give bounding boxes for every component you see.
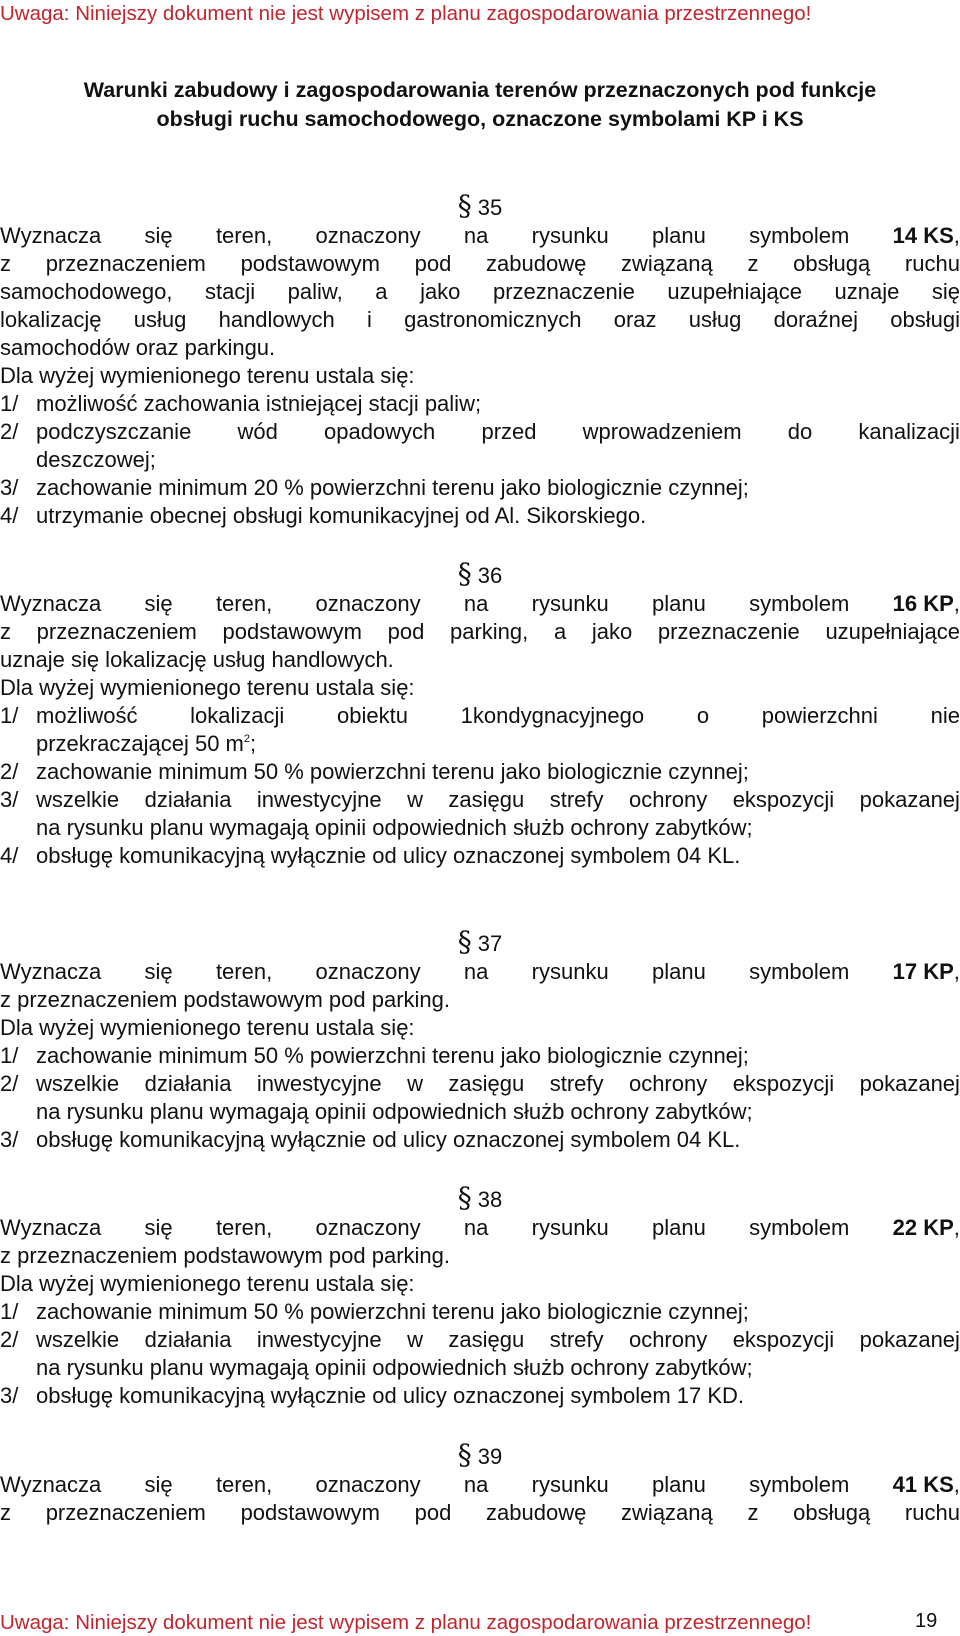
list-item (0, 758, 960, 786)
word: jako (591, 619, 633, 644)
word: symbolem (749, 959, 850, 984)
intro-line-1 (0, 1214, 960, 1242)
intro-line-1 (0, 1471, 960, 1499)
section-39 (0, 1438, 960, 1527)
word: Wyznacza (0, 959, 102, 984)
item-text (36, 1326, 960, 1354)
word: w (407, 1071, 423, 1096)
word: podstawowym (240, 1500, 380, 1525)
intro-line-4 (0, 306, 960, 334)
item-text: zachowanie minimum 50 % powierzchni terenu jako biologicznie czynnej; (36, 759, 749, 784)
word: uzupełniające (825, 619, 960, 644)
section-35 (0, 189, 960, 530)
item-text: możliwość zachowania istniejącej stacji paliw; (36, 391, 482, 416)
item-text: obsługę komunikacyjną wyłącznie od ulicy oznaczonej symbolem 04 KL. (36, 1127, 741, 1152)
word: teren, (215, 959, 273, 984)
word: kanalizacji (858, 419, 960, 444)
word: przeznaczenie (492, 279, 635, 304)
word: do (787, 419, 813, 444)
word: inwestycyjne (256, 787, 382, 812)
area-symbol-code: 14 KS (892, 223, 954, 248)
word: paliw, (287, 279, 343, 304)
word: teren, (215, 1472, 273, 1497)
item-number: 1/ (0, 391, 19, 416)
item-number: 3/ (0, 1127, 19, 1152)
word: podczyszczanie (36, 419, 192, 444)
list-item (0, 502, 960, 530)
word: na (463, 959, 489, 984)
list-item (0, 474, 960, 502)
area-symbol-code: 17 KP (892, 959, 954, 984)
word: usług (688, 307, 742, 332)
word: wszelkie (36, 787, 120, 812)
word: działania (144, 787, 232, 812)
word: Wyznacza (0, 1472, 102, 1497)
word: na (463, 591, 489, 616)
word: obsługą (793, 1500, 871, 1525)
item-number: 1/ (0, 703, 19, 728)
word: na (463, 223, 489, 248)
word: podstawowym (222, 619, 362, 644)
word: z (747, 251, 759, 276)
word: związaną (621, 251, 713, 276)
item-text: utrzymanie obecnej obsługi komunikacyjnej od Al. Sikorskiego. (36, 503, 647, 528)
item-continuation (0, 730, 960, 758)
item-text (36, 786, 960, 814)
word: z (0, 1500, 11, 1525)
word: Wyznacza (0, 223, 102, 248)
word: ekspozycji (732, 1071, 835, 1096)
word: obsługi (890, 307, 960, 332)
word: symbolem (749, 1215, 850, 1240)
word: na (463, 1472, 489, 1497)
item-text: obsługę komunikacyjną wyłącznie od ulicy oznaczonej symbolem 04 KL. (36, 843, 741, 868)
word: wszelkie (36, 1327, 120, 1352)
word: przeznaczeniem (45, 251, 206, 276)
item-text (36, 418, 960, 446)
area-symbol-code: 22 KP (892, 1215, 954, 1240)
list-item (0, 1042, 960, 1070)
paragraph-sign-icon: § (457, 1181, 472, 1214)
word: się (144, 1215, 173, 1240)
list-item (0, 1070, 960, 1098)
word: lokalizację (0, 307, 102, 332)
word: opadowych (323, 419, 436, 444)
document-title (0, 76, 960, 134)
word: ekspozycji (732, 787, 835, 812)
word: z (0, 619, 11, 644)
intro-line-1 (0, 590, 960, 618)
section-number: 37 (477, 931, 503, 956)
word: zabudowę (486, 251, 587, 276)
section-heading (0, 189, 960, 222)
word: a (553, 619, 567, 644)
item-continuation: deszczowej; (36, 447, 156, 472)
word: działania (144, 1327, 232, 1352)
intro-line-1 (0, 222, 960, 250)
area-symbol: 22 KP, (892, 1215, 960, 1240)
word: przeznaczeniem (36, 619, 197, 644)
word: i (367, 307, 372, 332)
item-number: 3/ (0, 1383, 19, 1408)
intro-line-2 (0, 618, 960, 646)
word: się (144, 1472, 173, 1497)
word: teren, (215, 591, 273, 616)
word: Wyznacza (0, 1215, 102, 1240)
word: symbolem (749, 591, 850, 616)
area-symbol-code: 16 KP (892, 591, 954, 616)
word: oznaczony (315, 959, 421, 984)
word: zasięgu (448, 1327, 525, 1352)
word: oraz (613, 307, 657, 332)
item-number: 2/ (0, 759, 19, 784)
section-number: 39 (477, 1444, 503, 1469)
page-number: 19 (915, 1610, 938, 1632)
word: 1kondygnacyjnego (460, 703, 645, 728)
word: doraźnej (773, 307, 859, 332)
word: przed (481, 419, 537, 444)
word: ruchu (904, 251, 960, 276)
word: oznaczony (315, 1472, 421, 1497)
word: z (0, 251, 11, 276)
area-symbol: 14 KS, (892, 223, 960, 248)
intro-line-2 (0, 250, 960, 278)
word: wprowadzeniem (582, 419, 742, 444)
item-number: 2/ (0, 1071, 19, 1096)
word: przeznaczenie (657, 619, 800, 644)
word: symbolem (749, 1472, 850, 1497)
word: planu (651, 223, 706, 248)
section-number: 36 (477, 563, 503, 588)
lead-text: Dla wyżej wymienionego terenu ustala się: (0, 1015, 415, 1040)
area-symbol: 16 KP, (892, 591, 960, 616)
word: teren, (215, 223, 273, 248)
word: rysunku (531, 1472, 609, 1497)
word: planu (651, 1215, 706, 1240)
word: się (144, 959, 173, 984)
word: Wyznacza (0, 591, 102, 616)
section-heading (0, 557, 960, 590)
list-item (0, 390, 960, 418)
title-line-1: Warunki zabudowy i zagospodarowania terenów przeznaczonych pod funkcje (83, 78, 877, 102)
list-item (0, 702, 960, 730)
word: pod (414, 251, 452, 276)
area-symbol: 41 KS, (892, 1472, 960, 1497)
section-number: 35 (477, 195, 503, 220)
item-number: 4/ (0, 843, 19, 868)
word: nie (930, 703, 960, 728)
word: oznaczony (315, 223, 421, 248)
list-item (0, 842, 960, 870)
list-item (0, 1126, 960, 1154)
word: inwestycyjne (256, 1071, 382, 1096)
word: ekspozycji (732, 1327, 835, 1352)
word: lokalizacji (190, 703, 285, 728)
section-heading (0, 1181, 960, 1214)
word: się (144, 591, 173, 616)
word: związaną (621, 1500, 713, 1525)
word: na (463, 1215, 489, 1240)
section-heading (0, 925, 960, 958)
item-number: 3/ (0, 787, 19, 812)
list-item (0, 1382, 960, 1410)
item-text (36, 702, 960, 730)
word: a (375, 279, 388, 304)
intro-line-1 (0, 958, 960, 986)
word: pod (387, 619, 425, 644)
superscript: 2 (243, 733, 250, 745)
word: handlowych (218, 307, 335, 332)
word: podstawowym (240, 251, 380, 276)
item-text: zachowanie minimum 50 % powierzchni terenu jako biologicznie czynnej; (36, 1299, 749, 1324)
word: powierzchni (761, 703, 878, 728)
word: stacji (205, 279, 256, 304)
word: ochrony (628, 787, 708, 812)
word: możliwość (36, 703, 138, 728)
word: planu (651, 1472, 706, 1497)
word: inwestycyjne (256, 1327, 382, 1352)
item-continuation-text: przekraczającej 50 m (36, 731, 244, 756)
word: obsługą (793, 251, 871, 276)
item-number: 4/ (0, 503, 19, 528)
word: pod (414, 1500, 452, 1525)
word: samochodowego, (0, 279, 173, 304)
word: uznaje (834, 279, 900, 304)
section-heading (0, 1438, 960, 1471)
word: pokazanej (859, 1071, 960, 1096)
item-number: 2/ (0, 419, 19, 444)
intro-line-3 (0, 278, 960, 306)
word: w (407, 787, 423, 812)
item-text (36, 1070, 960, 1098)
paragraph-sign-icon: § (457, 189, 472, 222)
item-number: 3/ (0, 475, 19, 500)
area-symbol: 17 KP, (892, 959, 960, 984)
word: planu (651, 591, 706, 616)
word: wód (237, 419, 278, 444)
lead-text: Dla wyżej wymienionego terenu ustala się: (0, 675, 415, 700)
item-text: zachowanie minimum 50 % powierzchni terenu jako biologicznie czynnej; (36, 1043, 749, 1068)
word: jako (420, 279, 461, 304)
word: o (696, 703, 710, 728)
title-line-2: obsługi ruchu samochodowego, oznaczone symbolami KP i KS (156, 107, 804, 131)
section-38 (0, 1181, 960, 1410)
item-number: 1/ (0, 1299, 19, 1324)
word: strefy (549, 1327, 604, 1352)
intro-line-2: z przeznaczeniem podstawowym pod parking. (0, 987, 451, 1012)
word: w (407, 1327, 423, 1352)
word: oznaczony (315, 1215, 421, 1240)
word: z (747, 1500, 759, 1525)
word: rysunku (531, 959, 609, 984)
word: pokazanej (859, 1327, 960, 1352)
word: obiektu (337, 703, 408, 728)
word: usług (133, 307, 187, 332)
word: symbolem (749, 223, 850, 248)
paragraph-sign-icon: § (457, 1438, 472, 1471)
lead-text: Dla wyżej wymienionego terenu ustala się: (0, 1271, 415, 1296)
item-text: obsługę komunikacyjną wyłącznie od ulicy oznaczonej symbolem 17 KD. (36, 1383, 745, 1408)
word: wszelkie (36, 1071, 120, 1096)
word: rysunku (531, 591, 609, 616)
list-item (0, 786, 960, 814)
list-item (0, 418, 960, 446)
word: pokazanej (859, 787, 960, 812)
list-item (0, 1326, 960, 1354)
word: się (931, 279, 960, 304)
intro-line-5: samochodów oraz parkingu. (0, 335, 276, 360)
warning-banner-top: Uwaga: Niniejszy dokument nie jest wypisem z planu zagospodarowania przestrzennego! (0, 2, 812, 25)
intro-line-3: uznaje się lokalizację usług handlowych. (0, 647, 394, 672)
word: działania (144, 1071, 232, 1096)
word: zasięgu (448, 1071, 525, 1096)
lead-text: Dla wyżej wymienionego terenu ustala się: (0, 363, 415, 388)
word: parking, (449, 619, 529, 644)
word: teren, (215, 1215, 273, 1240)
word: ochrony (628, 1071, 708, 1096)
word: ruchu (904, 1500, 960, 1525)
item-continuation: na rysunku planu wymagają opinii odpowiednich służb ochrony zabytków; (36, 1355, 753, 1380)
word: się (144, 223, 173, 248)
word: gastronomicznych (404, 307, 582, 332)
word: planu (651, 959, 706, 984)
item-continuation: na rysunku planu wymagają opinii odpowiednich służb ochrony zabytków; (36, 815, 753, 840)
item-number: 2/ (0, 1327, 19, 1352)
word: przeznaczeniem (45, 1500, 206, 1525)
word: zasięgu (448, 787, 525, 812)
section-37 (0, 925, 960, 1154)
item-text: zachowanie minimum 20 % powierzchni terenu jako biologicznie czynnej; (36, 475, 749, 500)
word: strefy (549, 787, 604, 812)
word: zabudowę (486, 1500, 587, 1525)
word: uzupełniające (667, 279, 802, 304)
item-number: 1/ (0, 1043, 19, 1068)
intro-line-2 (0, 1499, 960, 1527)
paragraph-sign-icon: § (457, 925, 472, 958)
word: rysunku (531, 1215, 609, 1240)
word: rysunku (531, 223, 609, 248)
list-item (0, 1298, 960, 1326)
section-number: 38 (477, 1187, 503, 1212)
warning-banner-bottom: Uwaga: Niniejszy dokument nie jest wypisem z planu zagospodarowania przestrzennego! (0, 1611, 812, 1634)
item-continuation: na rysunku planu wymagają opinii odpowiednich służb ochrony zabytków; (36, 1099, 753, 1124)
area-symbol-code: 41 KS (892, 1472, 954, 1497)
item-continuation-end: ; (250, 731, 257, 756)
word: ochrony (628, 1327, 708, 1352)
word: oznaczony (315, 591, 421, 616)
intro-line-2: z przeznaczeniem podstawowym pod parking. (0, 1243, 451, 1268)
paragraph-sign-icon: § (457, 557, 472, 590)
section-36 (0, 557, 960, 870)
word: strefy (549, 1071, 604, 1096)
